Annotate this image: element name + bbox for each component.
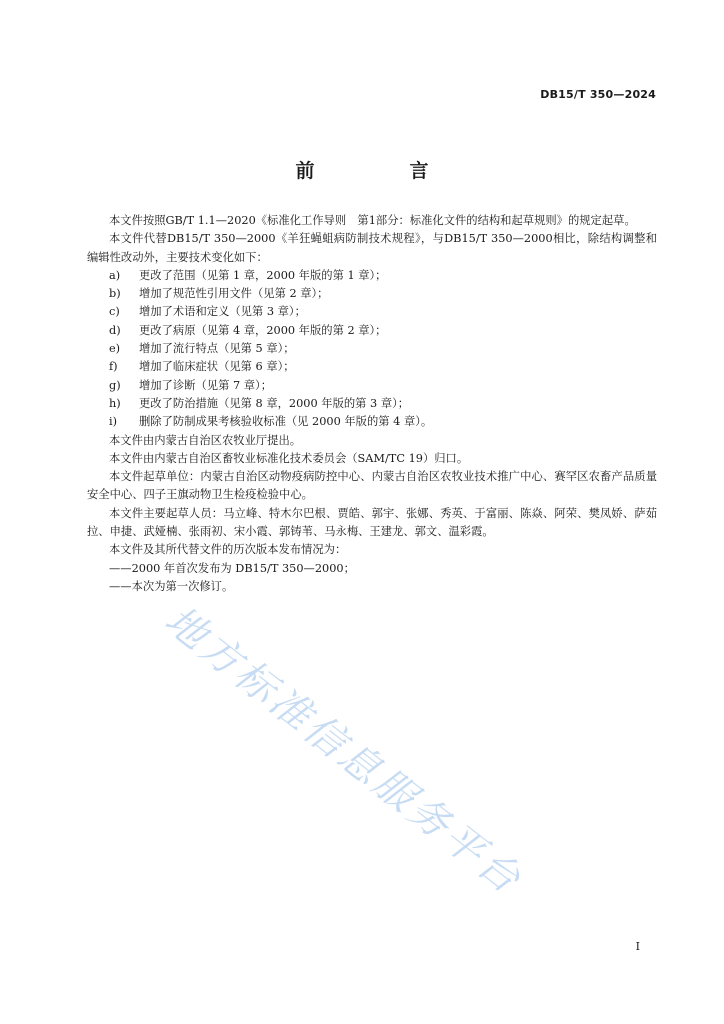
replacement-paragraph: 本文件代替DB15/T 350—2000《羊狂蝇蛆病防制技术规程》，与DB15/T 350—2000相比，除结构调整和编辑性改动外，主要技术变化如下： xyxy=(87,232,657,264)
list-marker: d) xyxy=(109,323,121,337)
watermark: 地方标准信息服务平台 xyxy=(156,597,532,905)
list-marker: c) xyxy=(109,305,120,319)
list-item xyxy=(87,340,657,358)
page-number: I xyxy=(635,940,640,953)
history-item: ——2000 年首次发布为 DB15/T 350—2000； xyxy=(109,561,355,575)
list-item-text: 更改了防治措施（见第 8 章，2000 年版的第 3 章）； xyxy=(139,396,410,410)
list-item-text: 增加了流行特点（见第 5 章）； xyxy=(139,342,295,356)
list-item xyxy=(87,377,657,395)
list-item-text: 增加了临床症状（见第 6 章）； xyxy=(139,360,295,374)
document-code: DB15/T 350—2024 xyxy=(540,88,656,101)
list-item xyxy=(87,322,657,340)
list-marker: i) xyxy=(109,415,118,429)
changes-list xyxy=(87,267,657,432)
list-item-text: 删除了防制成果考核验收标准（见 2000 年版的第 4 章）。 xyxy=(139,415,433,429)
list-marker: a) xyxy=(109,268,121,282)
section-title: 前 言 xyxy=(295,160,467,182)
list-marker: b) xyxy=(109,287,121,301)
list-item xyxy=(87,303,657,321)
list-marker: f) xyxy=(109,360,118,374)
list-marker: g) xyxy=(109,378,121,392)
drafters-paragraph: 本文件主要起草人员：马立峰、特木尔巴根、贾皓、郭宇、张娜、秀英、于富丽、陈焱、阿荣、樊凤娇、萨茹拉、申捷、武娅楠、张雨初、宋小霞、郭铸苇、马永梅、王建龙、郭文、温彩霞。 xyxy=(87,506,657,539)
list-item xyxy=(87,395,657,413)
history-item: ——本次为第一次修订。 xyxy=(109,579,234,593)
list-item-text: 增加了规范性引用文件（见第 2 章）； xyxy=(139,287,329,301)
foreword-body xyxy=(87,212,657,596)
list-item-text: 增加了术语和定义（见第 3 章）； xyxy=(139,305,306,319)
proposer-paragraph: 本文件由内蒙古自治区农牧业厅提出。 xyxy=(109,433,302,447)
list-marker: h) xyxy=(109,396,121,410)
list-marker: e) xyxy=(109,342,121,356)
list-item-text: 更改了病原（见第 4 章，2000 年版的第 2 章）； xyxy=(139,323,387,337)
drafting-units-paragraph: 本文件起草单位：内蒙古自治区动物疫病防控中心、内蒙古自治区农牧业技术推广中心、赛罕区农畜产品质量安全中心、四子王旗动物卫生检疫检验中心。 xyxy=(87,470,657,502)
history-intro-paragraph: 本文件及其所代替文件的历次版本发布情况为： xyxy=(109,543,347,557)
list-item xyxy=(87,267,657,285)
list-item-text: 更改了范围（见第 1 章，2000 年版的第 1 章）； xyxy=(139,268,387,282)
list-item xyxy=(87,358,657,376)
committee-paragraph: 本文件由内蒙古自治区畜牧业标准化技术委员会（SAM/TC 19）归口。 xyxy=(109,451,469,465)
list-item-text: 增加了诊断（见第 7 章）； xyxy=(139,378,272,392)
list-item xyxy=(87,285,657,303)
drafting-rule-paragraph: 本文件按照GB/T 1.1—2020《标准化工作导则 第1部分：标准化文件的结构和起草规则》的规定起草。 xyxy=(109,214,636,227)
list-item xyxy=(87,413,657,431)
